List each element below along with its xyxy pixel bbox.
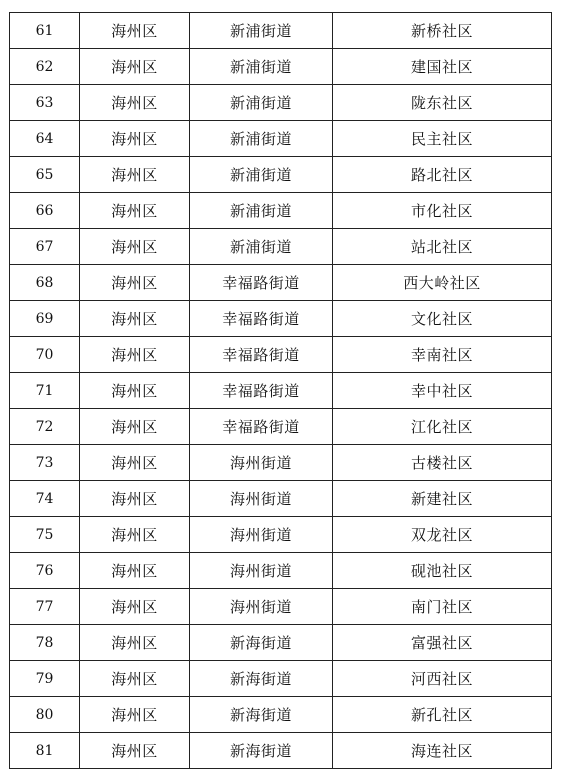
community-cell: 江化社区	[333, 409, 552, 445]
community-cell: 路北社区	[333, 157, 552, 193]
community-table-container	[9, 12, 551, 769]
table-row	[10, 229, 552, 265]
street-cell: 幸福路街道	[190, 337, 333, 373]
community-cell: 西大岭社区	[333, 265, 552, 301]
table-row	[10, 85, 552, 121]
community-cell: 站北社区	[333, 229, 552, 265]
table-row	[10, 373, 552, 409]
street-cell: 新浦街道	[190, 157, 333, 193]
table-row	[10, 337, 552, 373]
street-cell: 新海街道	[190, 625, 333, 661]
district-cell: 海州区	[80, 481, 190, 517]
table-row	[10, 409, 552, 445]
table-row	[10, 733, 552, 769]
table-row	[10, 445, 552, 481]
community-cell: 民主社区	[333, 121, 552, 157]
row-number-cell: 61	[10, 13, 80, 49]
street-cell: 新浦街道	[190, 121, 333, 157]
row-number-cell: 70	[10, 337, 80, 373]
table-row	[10, 697, 552, 733]
street-cell: 幸福路街道	[190, 409, 333, 445]
row-number-cell: 64	[10, 121, 80, 157]
street-cell: 新海街道	[190, 661, 333, 697]
street-cell: 幸福路街道	[190, 373, 333, 409]
table-row	[10, 13, 552, 49]
district-cell: 海州区	[80, 49, 190, 85]
community-cell: 新孔社区	[333, 697, 552, 733]
district-cell: 海州区	[80, 517, 190, 553]
row-number-cell: 71	[10, 373, 80, 409]
district-cell: 海州区	[80, 229, 190, 265]
community-cell: 新桥社区	[333, 13, 552, 49]
table-row	[10, 301, 552, 337]
street-cell: 海州街道	[190, 481, 333, 517]
row-number-cell: 76	[10, 553, 80, 589]
row-number-cell: 65	[10, 157, 80, 193]
street-cell: 新浦街道	[190, 85, 333, 121]
community-cell: 南门社区	[333, 589, 552, 625]
row-number-cell: 72	[10, 409, 80, 445]
district-cell: 海州区	[80, 265, 190, 301]
community-cell: 新建社区	[333, 481, 552, 517]
community-cell: 古楼社区	[333, 445, 552, 481]
row-number-cell: 66	[10, 193, 80, 229]
district-cell: 海州区	[80, 553, 190, 589]
community-cell: 幸南社区	[333, 337, 552, 373]
table-row	[10, 481, 552, 517]
district-cell: 海州区	[80, 121, 190, 157]
table-row	[10, 553, 552, 589]
street-cell: 海州街道	[190, 445, 333, 481]
row-number-cell: 73	[10, 445, 80, 481]
row-number-cell: 78	[10, 625, 80, 661]
row-number-cell: 68	[10, 265, 80, 301]
street-cell: 新浦街道	[190, 229, 333, 265]
table-row	[10, 265, 552, 301]
row-number-cell: 63	[10, 85, 80, 121]
table-row	[10, 121, 552, 157]
table-row	[10, 589, 552, 625]
row-number-cell: 79	[10, 661, 80, 697]
row-number-cell: 77	[10, 589, 80, 625]
row-number-cell: 75	[10, 517, 80, 553]
community-cell: 幸中社区	[333, 373, 552, 409]
district-cell: 海州区	[80, 625, 190, 661]
table-row	[10, 517, 552, 553]
district-cell: 海州区	[80, 193, 190, 229]
row-number-cell: 69	[10, 301, 80, 337]
street-cell: 新海街道	[190, 697, 333, 733]
street-cell: 海州街道	[190, 517, 333, 553]
street-cell: 幸福路街道	[190, 301, 333, 337]
district-cell: 海州区	[80, 661, 190, 697]
district-cell: 海州区	[80, 13, 190, 49]
table-row	[10, 193, 552, 229]
community-cell: 双龙社区	[333, 517, 552, 553]
table-row	[10, 625, 552, 661]
community-cell: 河西社区	[333, 661, 552, 697]
row-number-cell: 62	[10, 49, 80, 85]
street-cell: 新浦街道	[190, 13, 333, 49]
table-body	[10, 13, 552, 769]
community-cell: 文化社区	[333, 301, 552, 337]
row-number-cell: 80	[10, 697, 80, 733]
table-row	[10, 49, 552, 85]
street-cell: 幸福路街道	[190, 265, 333, 301]
community-cell: 富强社区	[333, 625, 552, 661]
row-number-cell: 67	[10, 229, 80, 265]
district-cell: 海州区	[80, 409, 190, 445]
district-cell: 海州区	[80, 85, 190, 121]
street-cell: 新浦街道	[190, 49, 333, 85]
district-cell: 海州区	[80, 301, 190, 337]
community-cell: 海连社区	[333, 733, 552, 769]
community-cell: 砚池社区	[333, 553, 552, 589]
district-cell: 海州区	[80, 589, 190, 625]
community-cell: 陇东社区	[333, 85, 552, 121]
district-cell: 海州区	[80, 157, 190, 193]
community-cell: 市化社区	[333, 193, 552, 229]
district-cell: 海州区	[80, 733, 190, 769]
street-cell: 新海街道	[190, 733, 333, 769]
district-cell: 海州区	[80, 697, 190, 733]
row-number-cell: 74	[10, 481, 80, 517]
street-cell: 新浦街道	[190, 193, 333, 229]
street-cell: 海州街道	[190, 589, 333, 625]
district-cell: 海州区	[80, 445, 190, 481]
community-cell: 建国社区	[333, 49, 552, 85]
table-row	[10, 661, 552, 697]
row-number-cell: 81	[10, 733, 80, 769]
district-cell: 海州区	[80, 337, 190, 373]
community-table	[9, 12, 552, 769]
district-cell: 海州区	[80, 373, 190, 409]
street-cell: 海州街道	[190, 553, 333, 589]
table-row	[10, 157, 552, 193]
